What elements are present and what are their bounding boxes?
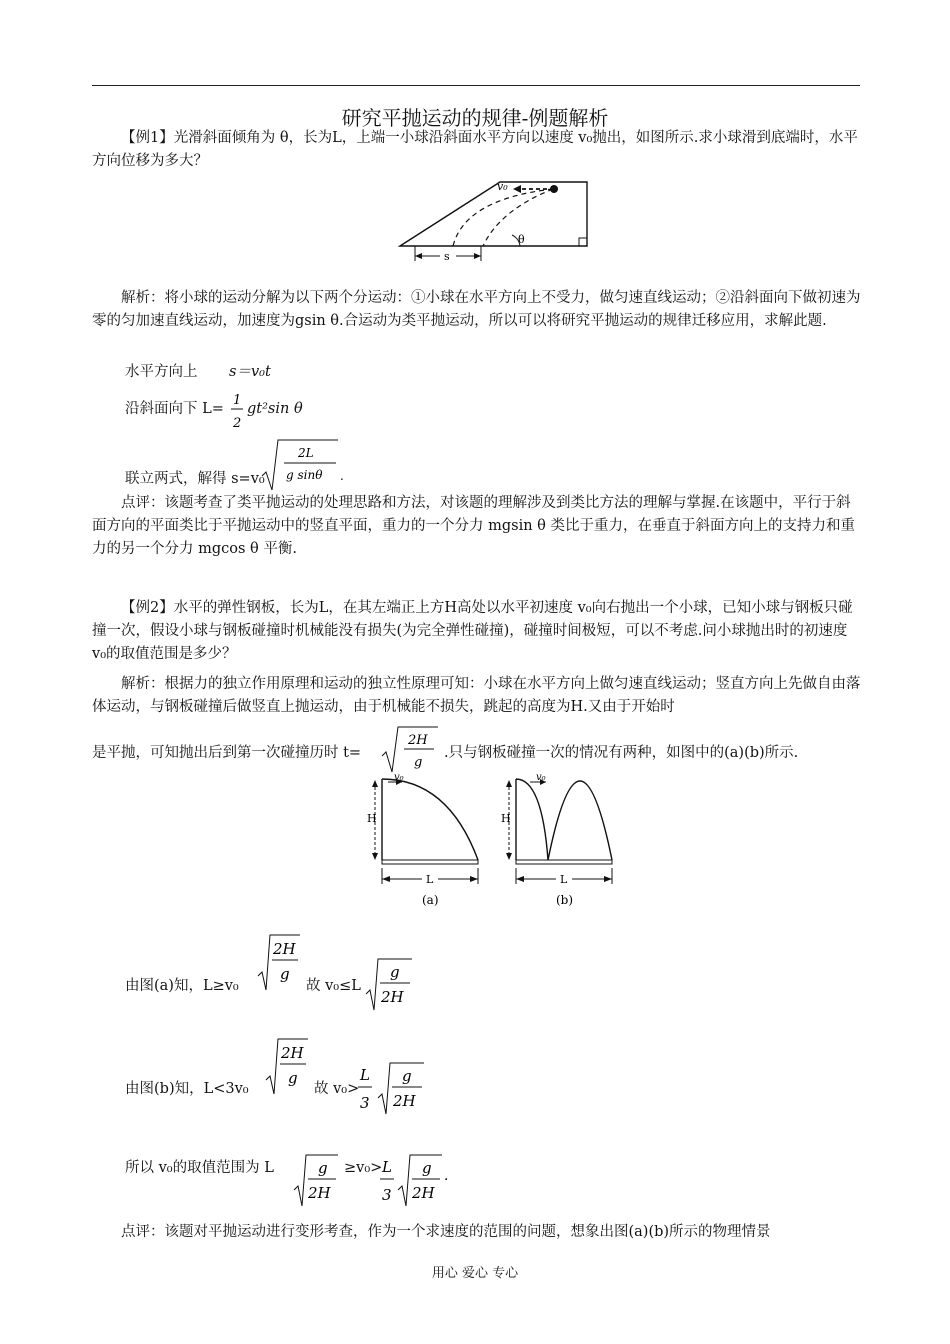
eq-a-mid: 故 v₀≤L	[306, 978, 361, 994]
eq-b-fraction	[356, 1060, 374, 1116]
incline-body	[400, 182, 587, 246]
fig-a-caption: (a)	[422, 893, 439, 907]
fig-a-H: H	[367, 812, 377, 825]
bounce-figure-b	[494, 772, 624, 912]
ex1-eq2-label: 沿斜面向下 L=	[125, 401, 224, 417]
range-fnum: L	[382, 1158, 392, 1176]
fig-a-v0: v₀	[394, 772, 404, 783]
eq-a-num: 2H	[273, 940, 296, 958]
ball	[550, 185, 558, 193]
page-title: 研究平抛运动的规律-例题解析	[341, 106, 609, 130]
ex1-eq2-fraction	[229, 388, 245, 434]
range-den: 2H	[308, 1184, 331, 1202]
eq-b-fden: 3	[360, 1094, 370, 1112]
range-radical2	[396, 1152, 452, 1208]
eq-b-fnum: L	[360, 1066, 370, 1084]
ex1-eq2-rest: gt²sin θ	[247, 401, 303, 417]
eq-b-num2: g	[402, 1067, 412, 1085]
ex2-comment: 点评：该题对平抛运动进行变形考查，作为一个求速度的范围的问题，想象出图(a)(b)所示的物理情景	[121, 1224, 771, 1240]
incline-s-label: s	[444, 250, 450, 263]
range-den2: 2H	[412, 1184, 435, 1202]
eq-a-num2: g	[390, 963, 400, 981]
range-num: g	[318, 1159, 328, 1177]
svg-text:.: .	[444, 1168, 449, 1184]
ex1-analysis: 解析：将小球的运动分解为以下两个分运动：①小球在水平方向上不受力，做匀速直线运动；②沿斜面向下做初速为零的匀加速直线运动，加速度为gsin θ.合运动为类平抛运动，所以可以将研究平抛运动的规律迁移应用，求解此题.	[92, 290, 861, 329]
eq-b-radical1	[264, 1036, 310, 1096]
eq-a-radical2	[364, 956, 414, 1012]
ex2-question: 【例2】水平的弹性钢板，长为L，在其左端正上方H高处以水平初速度 v₀向右抛出一个小球，已知小球与钢板只碰撞一次，假设小球与钢板碰撞时机械能没有损失(为完全弹性碰撞)，碰撞时间极短，可以不考虑.问小球抛出时的初速度 v₀的取值范围是多少？	[92, 600, 853, 662]
ex2-analysis-b1: 是平抛，可知抛出后到第一次碰撞历时 t=	[92, 745, 362, 761]
incline-theta-label: θ	[518, 233, 525, 246]
eq-b-mid: 故 v₀>	[314, 1081, 360, 1097]
ex1-eq2-den: 2	[233, 416, 242, 431]
ex1-eq1: s＝v₀t	[229, 364, 271, 380]
incline-figure	[395, 175, 600, 267]
incline-v0-label: v₀	[497, 180, 508, 193]
ex1-eq3-radical	[260, 436, 350, 492]
fig-b-caption: (b)	[556, 893, 574, 907]
ex2-analysis-b2: .只与钢板碰撞一次的情况有两种，如图中的(a)(b)所示.	[444, 745, 799, 761]
eq-b-label: 由图(b)知，L<3v₀	[125, 1081, 249, 1097]
ex1-eq3-num: 2L	[298, 446, 314, 460]
fig-b-v0: v₀	[536, 772, 546, 783]
ex1-eq1-label: 水平方向上	[125, 364, 198, 380]
svg-text:.: .	[340, 469, 344, 483]
range-num2: g	[422, 1159, 432, 1177]
ex1-question: 【例1】光滑斜面倾角为 θ，长为L，上端一小球沿斜面水平方向以速度 v₀抛出，如图所示.求小球滑到底端时，水平方向位移为多大？	[92, 130, 858, 169]
fig-b-L: L	[560, 873, 568, 886]
range-fden: 3	[382, 1186, 392, 1204]
ex1-comment: 点评：该题考查了类平抛运动的处理思路和方法，对该题的理解涉及到类比方法的理解与掌握.在该题中，平行于斜面方向的平面类比于平抛运动中的竖直平面，重力的一个分力 mgsin θ 类比于重力，在垂直于斜面方向上的支持力和重力的另一个分力 mgcos θ 平衡.	[92, 495, 856, 557]
eq-b-den2: 2H	[393, 1092, 416, 1110]
fig-b-H: H	[501, 812, 511, 825]
range-label: 所以 v₀的取值范围为 L	[125, 1160, 274, 1176]
ex1-eq3-label: 联立两式，解得 s=v₀	[125, 471, 265, 487]
ex2-time-num: 2H	[408, 733, 428, 748]
eq-b-den: g	[288, 1069, 298, 1087]
ex1-eq3-den: g sinθ	[286, 468, 323, 482]
range-mid: ≥v₀>	[344, 1160, 383, 1176]
eq-b-num: 2H	[281, 1044, 304, 1062]
eq-a-label: 由图(a)知，L≥v₀	[125, 978, 239, 994]
ex1-eq2-num: 1	[233, 393, 242, 408]
eq-a-radical1	[256, 932, 302, 992]
eq-b-radical2	[376, 1060, 426, 1116]
page-footer: 用心 爱心 专心	[431, 1266, 519, 1281]
range-radical1	[292, 1152, 340, 1208]
bounce-figure-a	[358, 772, 488, 912]
ex2-time-den: g	[414, 755, 423, 770]
eq-a-den2: 2H	[381, 988, 404, 1006]
eq-a-den: g	[280, 965, 290, 983]
ex2-time-radical	[380, 724, 442, 774]
fig-a-L: L	[426, 873, 434, 886]
header-rule	[92, 85, 860, 86]
range-fraction	[378, 1152, 396, 1208]
ex2-analysis: 解析：根据力的独立作用原理和运动的独立性原理可知：小球在水平方向上做匀速直线运动；竖直方向上先做自由落体运动，与钢板碰撞后做竖直上抛运动，由于机械能不损失，跳起的高度为H.又由于开始时	[92, 676, 861, 715]
